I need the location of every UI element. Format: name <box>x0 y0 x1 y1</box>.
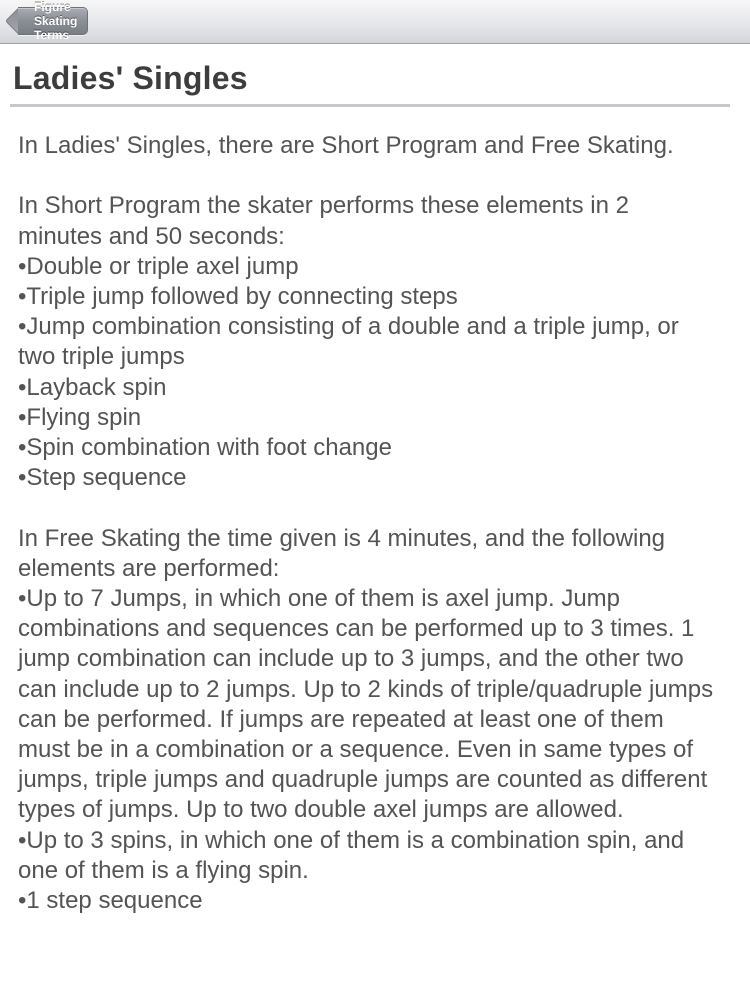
list-item: •Double or triple axel jump <box>18 252 299 280</box>
list-item: •Layback spin <box>18 373 167 401</box>
free-skating-lead: In Free Skating the time given is 4 minutes, and the following elements are performed: <box>18 524 666 582</box>
back-arrow-icon <box>5 7 33 35</box>
list-item: •Up to 3 spins, in which one of them is a combination spin, and one of them is a flying spin. <box>18 826 685 884</box>
back-button-label: Figure Skating Terms <box>34 0 78 42</box>
short-program-lead: In Short Program the skater performs these elements in 2 minutes and 50 seconds: <box>18 192 629 250</box>
short-program-section <box>18 191 718 493</box>
list-item: •Flying spin <box>18 403 142 431</box>
list-item: •1 step sequence <box>18 887 203 915</box>
page-title: Ladies' Singles <box>13 60 248 96</box>
intro-paragraph <box>18 131 718 161</box>
free-skating-section <box>18 524 718 917</box>
navigation-bar <box>0 0 750 44</box>
list-item: •Triple jump followed by connecting steps <box>18 283 458 310</box>
list-item: •Step sequence <box>18 464 187 492</box>
short-program-list <box>18 252 718 494</box>
back-button[interactable] <box>18 0 88 42</box>
free-skating-list <box>18 584 718 916</box>
list-item: •Up to 7 Jumps, in which one of them is axel jump. Jump combinations and sequences can be performed up to 3 times. 1 jump combination can include up to 3 jumps, and the other two can include up to 2 jumps. Up to 2 kinds of triple/quadruple jumps can be performed. If jumps are repeated at least one of them must be in a combination or a sequence. Even in same types of jumps, triple jumps and quadruple jumps are counted as different types of jumps. Up to two double axel jumps are allowed. <box>18 585 714 824</box>
title-divider <box>10 104 730 107</box>
list-item: •Jump combination consisting of a double and a triple jump, or two triple jumps <box>18 313 679 371</box>
article-content <box>18 131 718 946</box>
list-item: •Spin combination with foot change <box>18 434 392 462</box>
intro-text: In Ladies' Singles, there are Short Program and Free Skating. <box>18 132 674 159</box>
